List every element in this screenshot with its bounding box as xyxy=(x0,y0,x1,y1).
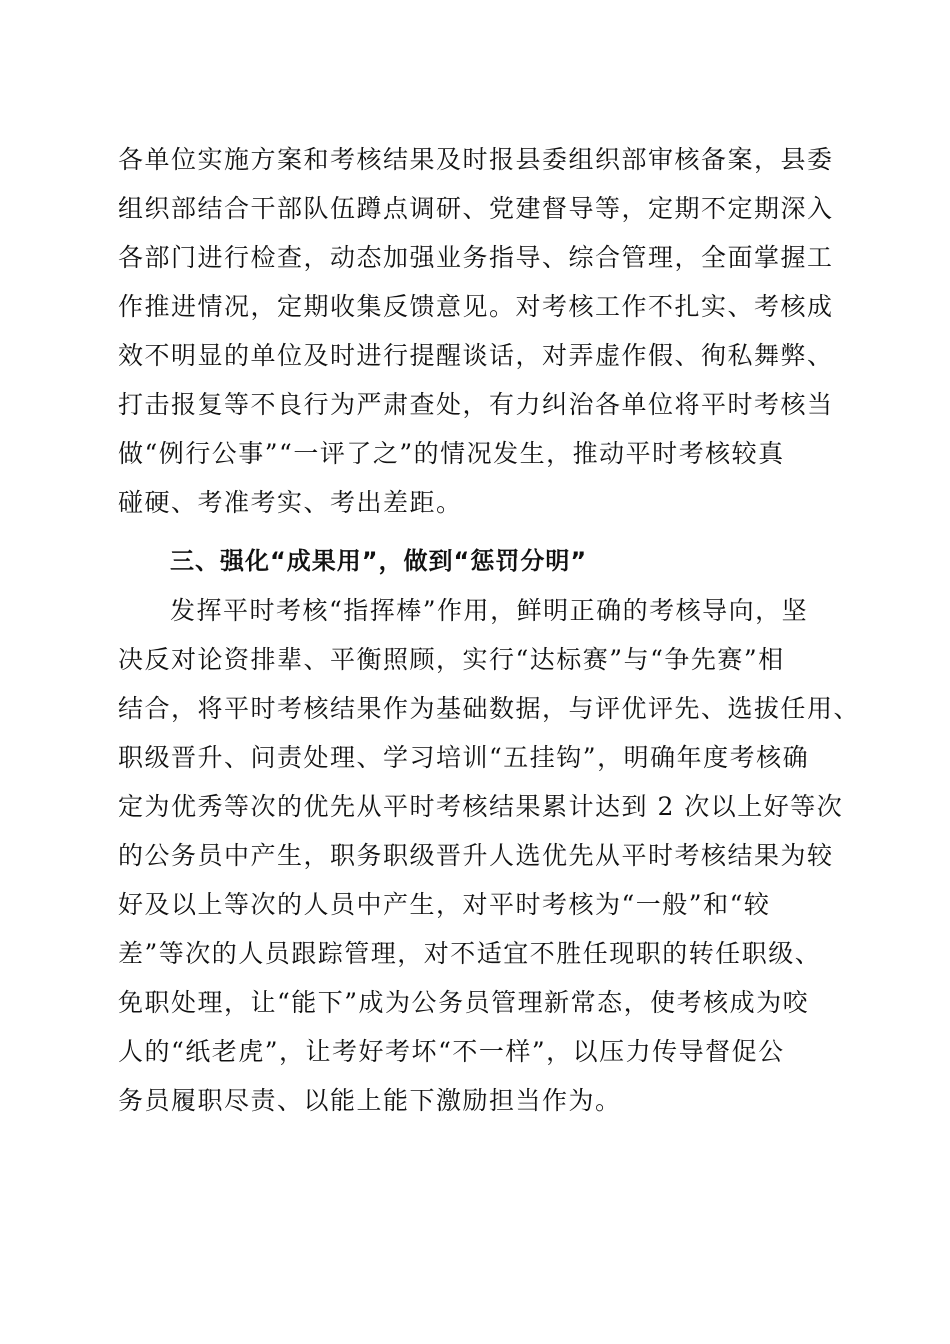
paragraph-line: 作推进情况，定期收集反馈意见。对考核工作不扎实、考核成 xyxy=(118,292,834,321)
paragraph-line: 结合，将平时考核结果作为基础数据，与评优评先、选拔任用、 xyxy=(118,694,861,723)
paragraph-line: 差”等次的人员跟踪管理，对不适宜不胜任现职的转任职级、 xyxy=(118,939,822,968)
paragraph-line: 务员履职尽责、以能上能下激励担当作为。 xyxy=(118,1086,622,1115)
paragraph-line: 好及以上等次的人员中产生，对平时考核为“一般”和“较 xyxy=(118,890,771,919)
paragraph-line: 组织部结合干部队伍蹲点调研、党建督导等，定期不定期深入 xyxy=(118,194,834,223)
paragraph-line: 的公务员中产生，职务职级晋升人选优先从平时考核结果为较 xyxy=(118,841,834,870)
paragraph-line: 发挥平时考核“指挥棒”作用，鲜明正确的考核导向，坚 xyxy=(170,596,809,625)
paragraph-line: 效不明显的单位及时进行提醒谈话，对弄虚作假、徇私舞弊、 xyxy=(118,341,834,370)
paragraph-line: 免职处理，让“能下”成为公务员管理新常态，使考核成为咬 xyxy=(118,988,810,1017)
paragraph-line: 决反对论资排辈、平衡照顾，实行“达标赛”与“争先赛”相 xyxy=(118,645,785,674)
paragraph-line: 定为优秀等次的优先从平时考核结果累计达到 2 次以上好等次 xyxy=(118,792,844,821)
paragraph-line: 打击报复等不良行为严肃查处，有力纠治各单位将平时考核当 xyxy=(118,390,834,419)
paragraph-line: 做“例行公事”“一评了之”的情况发生，推动平时考核较真 xyxy=(118,439,785,468)
paragraph-line: 碰硬、考准考实、考出差距。 xyxy=(118,488,463,517)
paragraph-line: 人的“纸老虎”，让考好考坏“不一样”，以压力传导督促公 xyxy=(118,1037,785,1066)
paragraph-line: 职级晋升、问责处理、学习培训“五挂钩”，明确年度考核确 xyxy=(118,743,810,772)
paragraph-line: 各部门进行检查，动态加强业务指导、综合管理，全面掌握工 xyxy=(118,243,834,272)
paragraph-line: 各单位实施方案和考核结果及时报县委组织部审核备案，县委 xyxy=(118,145,834,174)
section-heading: 三、强化“成果用”，做到“惩罚分明” xyxy=(170,547,588,575)
